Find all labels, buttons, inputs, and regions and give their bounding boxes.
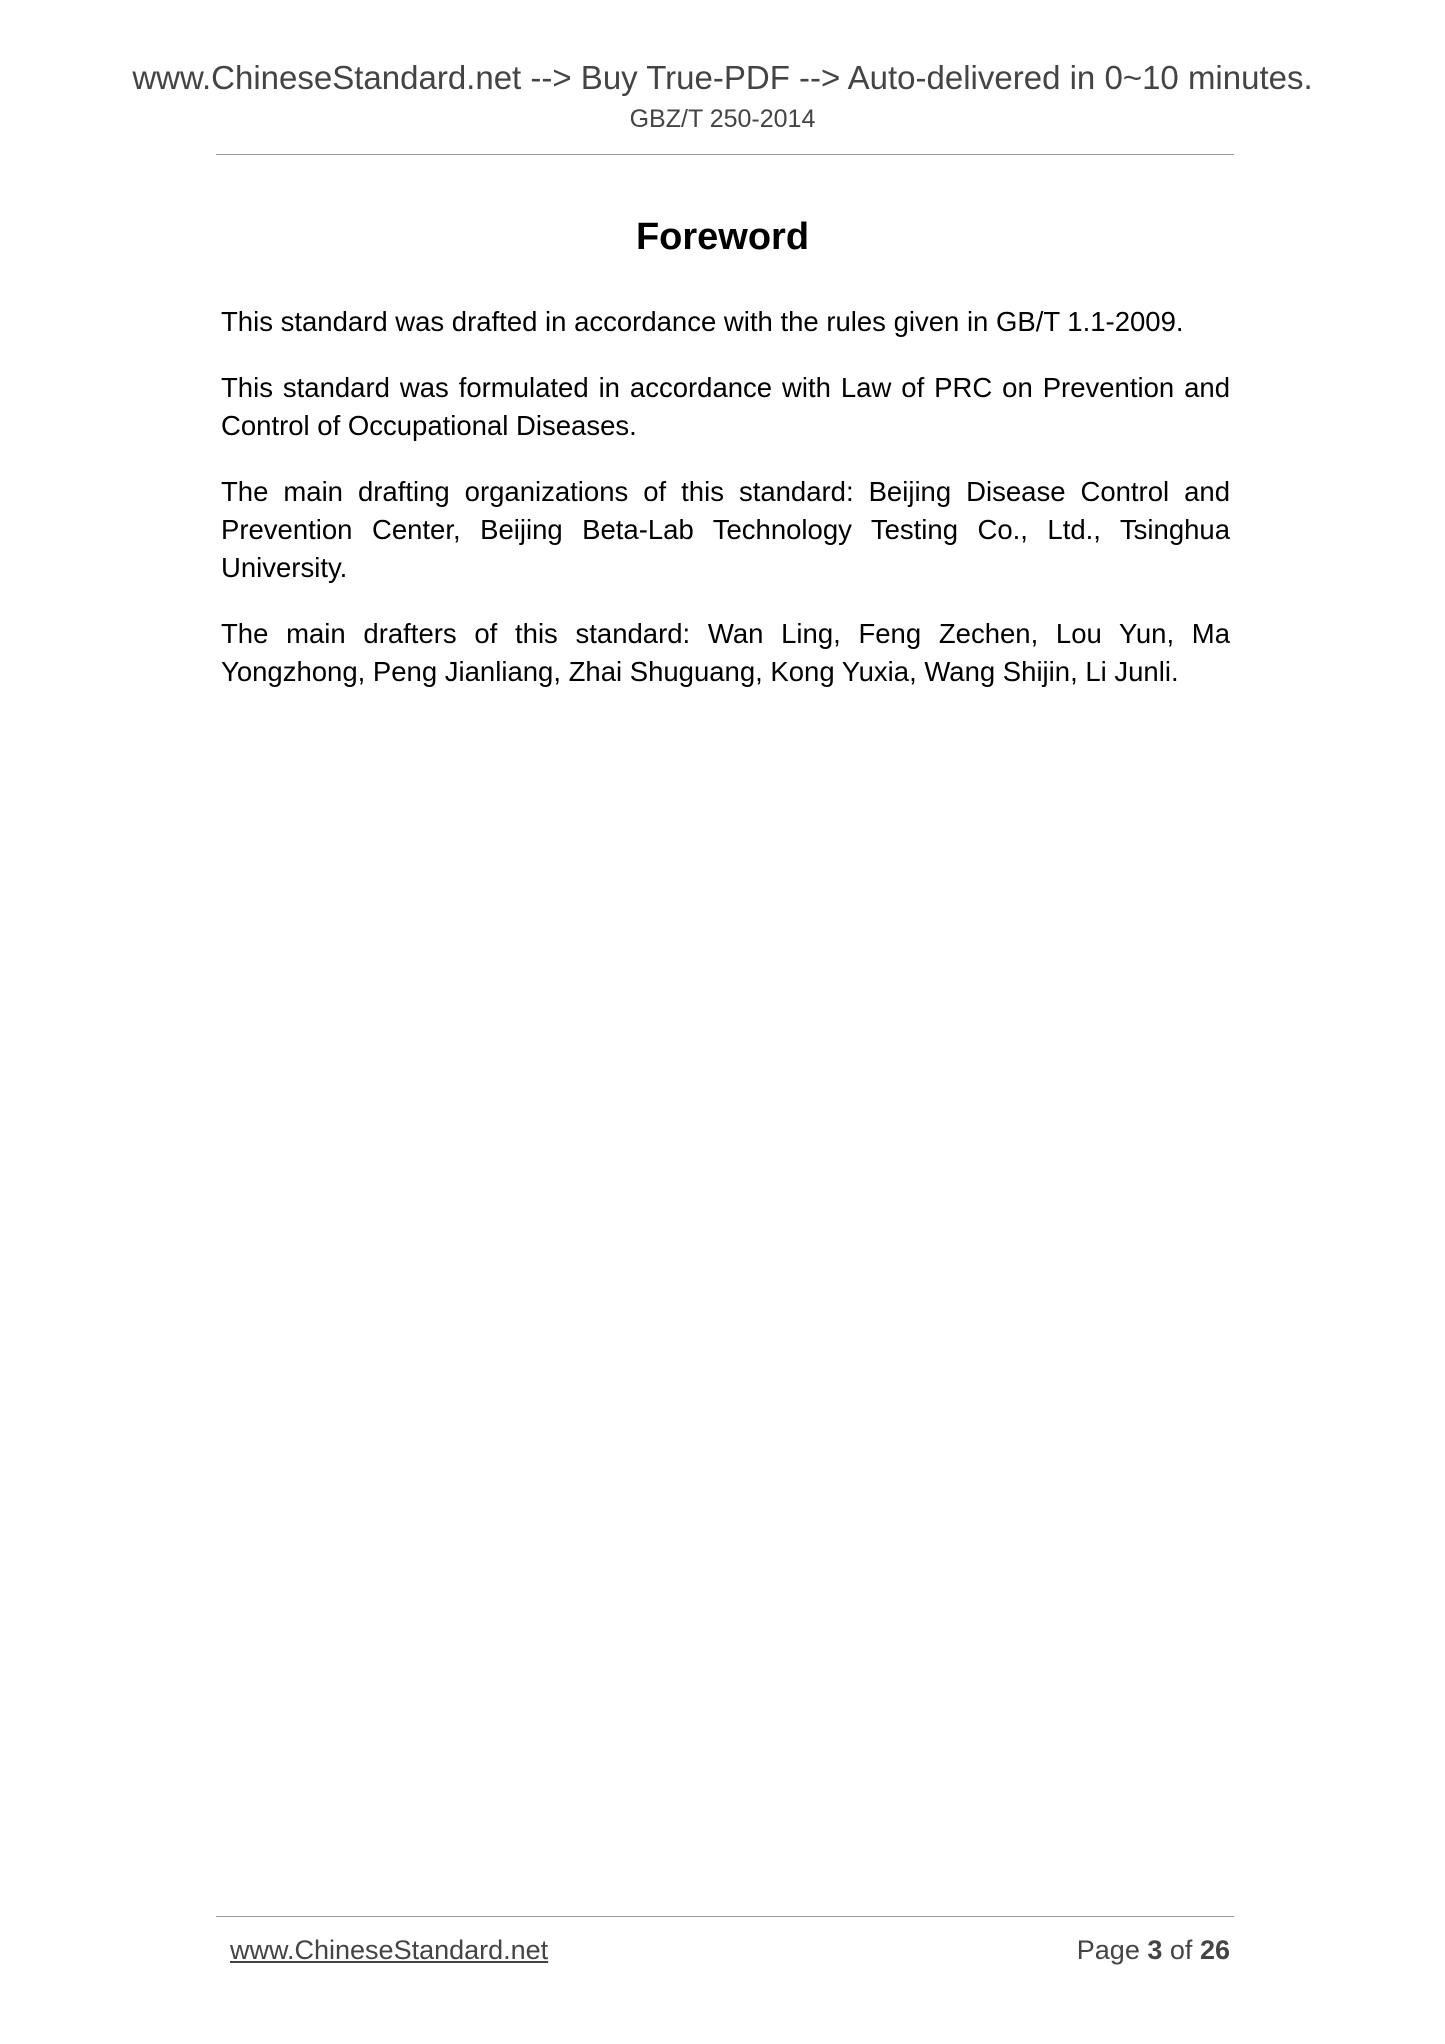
page-indicator <box>1077 1932 1230 1968</box>
page-title: Foreword <box>635 216 810 258</box>
page-prefix: Page <box>1076 1935 1140 1965</box>
document-code: GBZ/T 250-2014 <box>629 105 816 133</box>
paragraph-drafting-rules: This standard was drafted in accordance with the rules given in GB/T 1.1-2009. <box>221 306 1184 337</box>
footer-divider <box>216 1916 1234 1917</box>
paragraph-legal-basis: This standard was formulated in accordance with Law of PRC on Prevention and Control of Occupational Diseases. <box>221 372 1230 441</box>
paragraph-drafters: The main drafters of this standard: Wan Ling, Feng Zechen, Lou Yun, Ma Yongzhong, Peng Jianliang, Zhai Shuguang, Kong Yuxia, Wang Shijin, Li Junli. <box>221 618 1230 687</box>
header-divider <box>216 154 1234 155</box>
page-number: 3 <box>1147 1935 1163 1965</box>
footer-site-link[interactable]: www.ChineseStandard.net <box>230 1935 549 1965</box>
paragraph-drafting-organizations: The main drafting organizations of this standard: Beijing Disease Control and Prevention Center, Beijing Beta-Lab Technology Testing Co., Ltd., Tsinghua University. <box>221 476 1230 583</box>
foreword-body <box>221 303 1230 719</box>
top-banner: www.ChineseStandard.net --> Buy True-PDF --> Auto-delivered in 0~10 minutes. <box>132 59 1313 96</box>
page-total: 26 <box>1199 1935 1230 1965</box>
page-of: of <box>1169 1935 1193 1965</box>
